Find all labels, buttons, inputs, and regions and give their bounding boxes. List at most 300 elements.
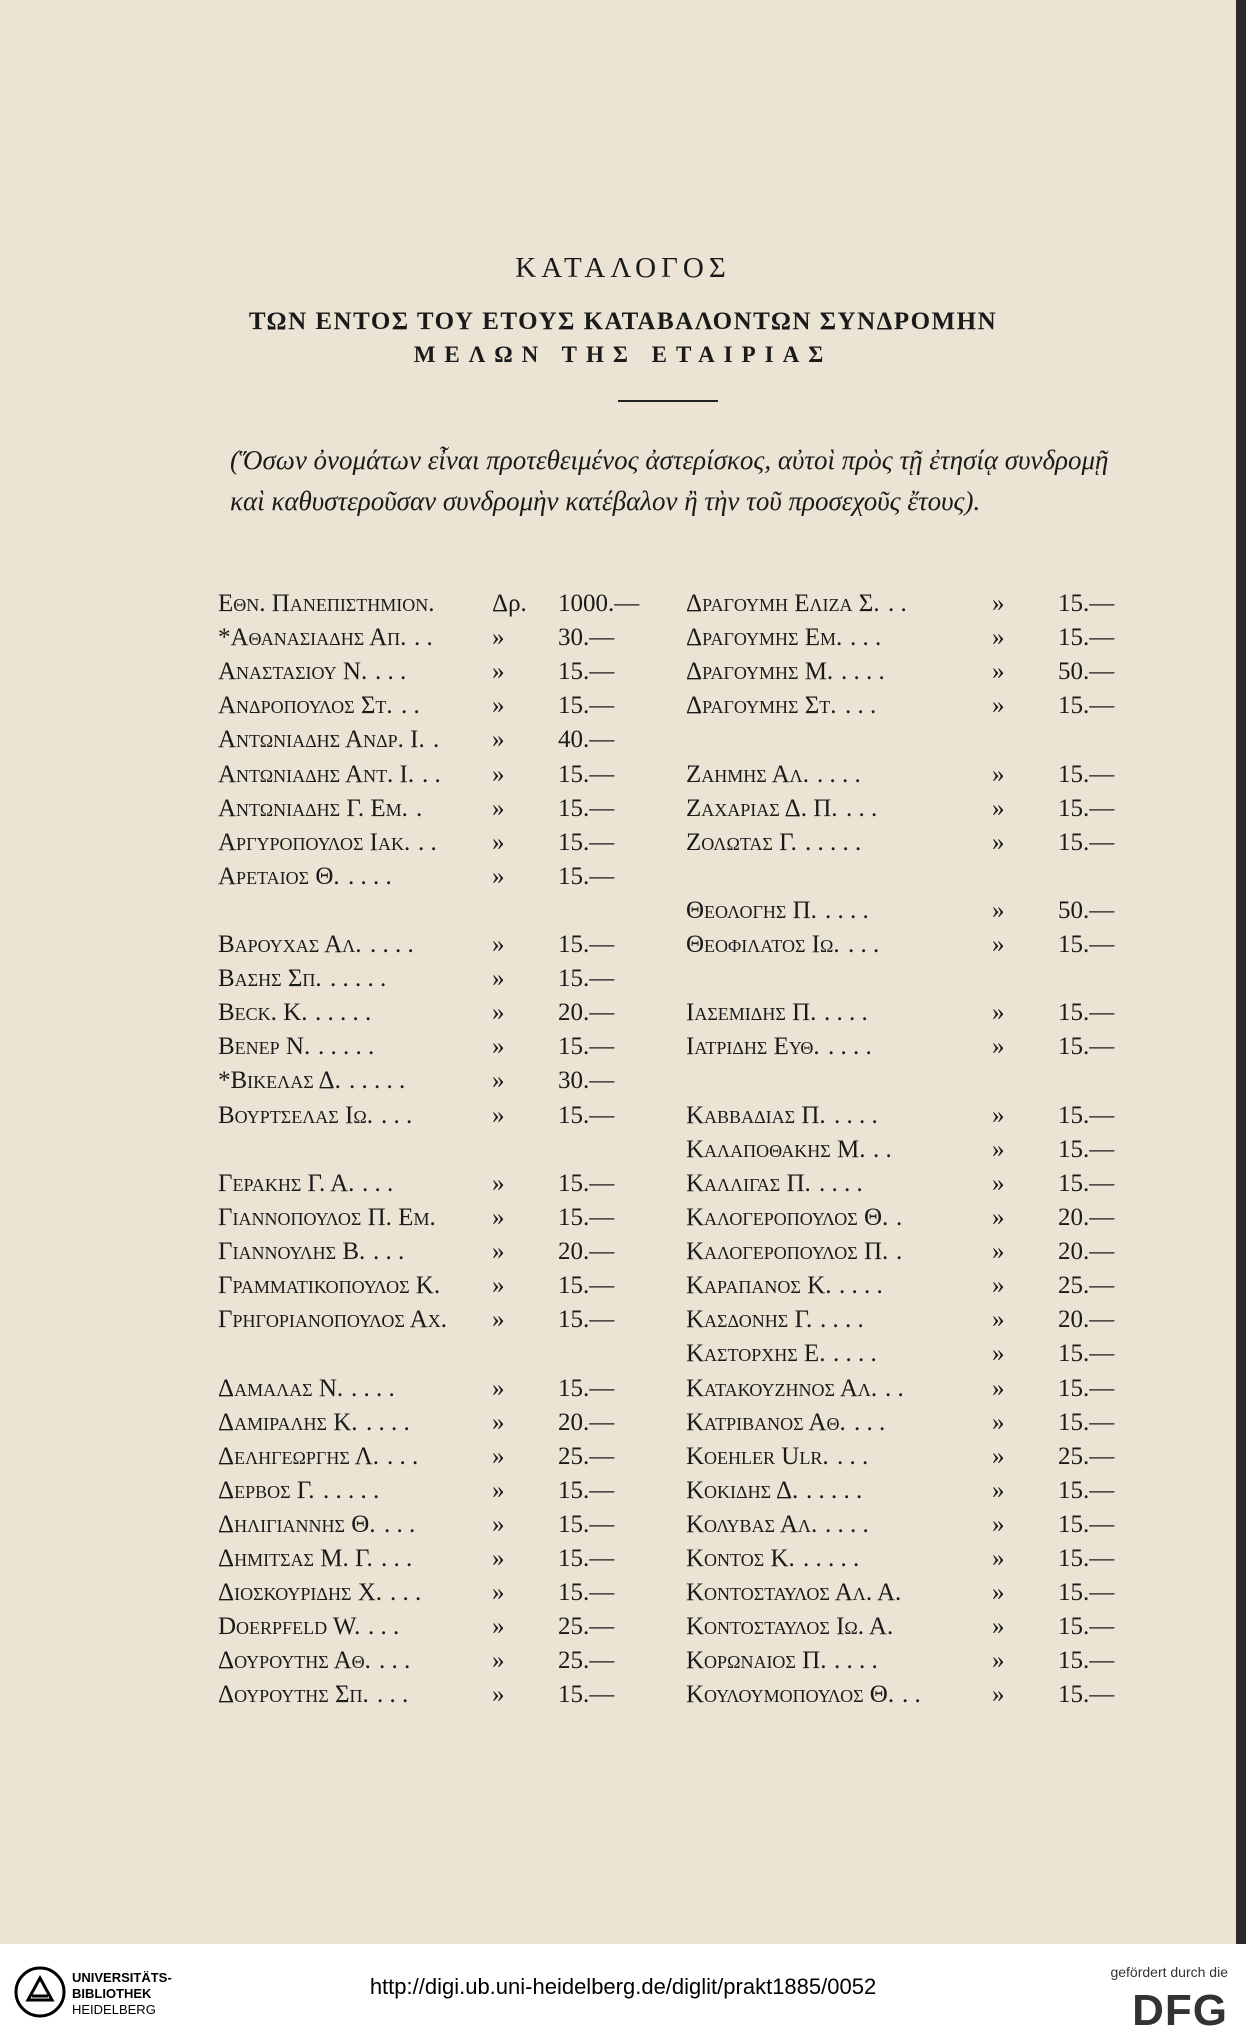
amount: 25.— — [558, 1647, 615, 1674]
right-entry — [686, 1613, 1146, 1649]
leader-dots: . . . — [377, 1681, 409, 1708]
member-name: Δηλιγιαννης Θ. — [218, 1511, 376, 1538]
currency-mark: » — [992, 761, 1005, 788]
leader-dots: . . . — [381, 1545, 413, 1572]
member-name: *Αθανασιαδης Απ. — [218, 624, 407, 651]
member-name: Δραγουμη Ελιζα Σ. — [686, 590, 880, 617]
currency-mark: » — [492, 1511, 505, 1538]
member-name: Αντωνιαδης Γ. Εμ. — [218, 795, 408, 822]
amount: 20.— — [558, 999, 615, 1026]
left-entry — [218, 1033, 648, 1069]
leader-dots: . . . . — [819, 1170, 863, 1197]
currency-mark: » — [992, 1545, 1005, 1572]
member-name: Καλαποθακης Μ. — [686, 1136, 866, 1163]
left-entry — [218, 1102, 648, 1138]
member-name: Κοντοσταυλος Αλ. Α. — [686, 1579, 902, 1606]
amount: 15.— — [558, 692, 615, 719]
currency-mark: » — [492, 863, 505, 890]
leader-dots: . . . — [837, 1443, 869, 1470]
amount: 15.— — [1058, 761, 1115, 788]
left-entry — [218, 1681, 648, 1717]
leader-dots: . . . . . — [318, 1033, 375, 1060]
currency-mark: » — [492, 1477, 505, 1504]
leader-dots: . . — [422, 761, 441, 788]
currency-mark: » — [992, 897, 1005, 924]
amount: 15.— — [1058, 1102, 1115, 1129]
leader-dots: . — [896, 1238, 903, 1265]
member-name: Καστορχης Ε. — [686, 1340, 826, 1367]
left-entry — [218, 1204, 648, 1240]
left-entry — [218, 590, 648, 626]
left-entry — [218, 931, 648, 967]
amount: 15.— — [558, 1170, 615, 1197]
right-entry — [686, 1681, 1146, 1717]
leader-dots: . . . . . — [805, 829, 862, 856]
currency-mark: » — [992, 931, 1005, 958]
member-name: *Βικελας Δ. — [218, 1067, 341, 1094]
amount: 15.— — [1058, 1477, 1115, 1504]
right-entry — [686, 1409, 1146, 1445]
right-entry — [686, 624, 1146, 660]
left-entry — [218, 1579, 648, 1615]
member-name: Ιατριδης Ευθ. — [686, 1033, 820, 1060]
right-entry — [686, 1647, 1146, 1683]
currency-mark: » — [492, 624, 505, 651]
member-name: Καλλιγας Π. — [686, 1170, 811, 1197]
right-entry — [686, 1102, 1146, 1138]
right-entry — [686, 1306, 1146, 1342]
left-entry — [218, 829, 648, 865]
leader-dots: . . . — [373, 1238, 405, 1265]
source-url-link[interactable]: http://digi.ub.uni-heidelberg.de/diglit/prakt1885/0052 — [369, 1974, 877, 1999]
currency-mark: » — [492, 1443, 505, 1470]
amount: 50.— — [1058, 897, 1115, 924]
right-entry — [686, 1443, 1146, 1479]
member-name: Koehler Ulr. — [686, 1443, 829, 1470]
amount: 15.— — [1058, 1511, 1115, 1538]
currency-mark: » — [492, 1204, 505, 1231]
member-name: Κατριβανος Αθ. — [686, 1409, 846, 1436]
left-entry — [218, 999, 648, 1035]
left-entry — [218, 1511, 648, 1547]
amount: 15.— — [558, 1033, 615, 1060]
currency-mark: » — [492, 1306, 505, 1333]
leader-dots: . . . — [845, 692, 877, 719]
leader-dots: . . . . — [841, 658, 885, 685]
asterisk-note: (Ὅσων ὀνομάτων εἶναι προτεθειμένος ἀστερίσκος, αὐτοὶ πρὸς τῇ ἐτησίᾳ συνδρομῇ καὶ καθυστεροῦσαν συνδρομὴν κατέβαλον ἢ τὴν τοῦ προσεχοῦς ἔτους). — [230, 445, 1109, 516]
currency-mark: » — [992, 1477, 1005, 1504]
leader-dots: . . . . — [370, 931, 414, 958]
amount: 15.— — [558, 1272, 615, 1299]
amount: 15.— — [558, 795, 615, 822]
leader-dots: . . — [902, 1681, 921, 1708]
leader-dots: . . . . — [825, 1511, 869, 1538]
currency-mark: » — [492, 726, 505, 753]
amount: 20.— — [558, 1238, 615, 1265]
member-name: Ζαχαριας Δ. Π. — [686, 795, 838, 822]
leader-dots: . . . . . — [349, 1067, 406, 1094]
amount: 15.— — [558, 1681, 615, 1708]
amount: 15.— — [558, 761, 615, 788]
library-name: UNIVERSITÄTS- BIBLIOTHEK HEIDELBERG — [72, 1970, 172, 2017]
right-entry — [686, 1136, 1146, 1172]
currency-mark: » — [992, 658, 1005, 685]
currency-mark: » — [992, 1272, 1005, 1299]
leader-dots: . — [433, 726, 440, 753]
currency-mark: » — [992, 1340, 1005, 1367]
member-name: Αναστασιου Ν. — [218, 658, 368, 685]
page-edge — [1236, 0, 1246, 1944]
currency-mark: » — [992, 1681, 1005, 1708]
member-name: Δουρουτης Αθ. — [218, 1647, 371, 1674]
currency-mark: » — [492, 692, 505, 719]
catalog-subtitle: ΤΩΝ ΕΝΤΟΣ ΤΟΥ ΕΤΟΥΣ ΚΑΤΑΒΑΛΟΝΤΩΝ ΣΥΝΔΡΟΜΗΝ — [248, 308, 998, 335]
leader-dots: . . . — [848, 931, 880, 958]
leader-dots: . . . — [854, 1409, 886, 1436]
currency-mark: » — [992, 1238, 1005, 1265]
amount: 15.— — [1058, 1136, 1115, 1163]
amount: 15.— — [1058, 590, 1115, 617]
member-name: Κατακουζηνος Αλ. — [686, 1375, 878, 1402]
leader-dots: . . . . — [824, 999, 868, 1026]
currency-mark: » — [492, 795, 505, 822]
right-entry — [686, 897, 1146, 933]
member-name: Γερακης Γ. Α. — [218, 1170, 355, 1197]
amount: 15.— — [558, 1102, 615, 1129]
left-entry — [218, 761, 648, 797]
member-name: Δουρουτης Σπ. — [218, 1681, 369, 1708]
currency-mark: » — [992, 999, 1005, 1026]
right-entry — [686, 1545, 1146, 1581]
left-entry — [218, 1409, 648, 1445]
member-name: Βουρτσελας Ιω. — [218, 1102, 373, 1129]
left-entry — [218, 863, 648, 899]
left-entry — [218, 1545, 648, 1581]
footer-bar — [0, 1944, 1246, 2043]
right-entry — [686, 1579, 1146, 1615]
leader-dots: . . . — [368, 1613, 400, 1640]
currency-mark: » — [992, 624, 1005, 651]
left-entry — [218, 1443, 648, 1479]
left-entry — [218, 1306, 648, 1342]
member-name: Εθν. Πανεπιστημιον. — [218, 590, 435, 617]
currency-mark: » — [992, 692, 1005, 719]
amount: 25.— — [558, 1443, 615, 1470]
currency-mark: » — [492, 1681, 505, 1708]
leader-dots: . . . . — [825, 897, 869, 924]
currency-mark: » — [992, 1375, 1005, 1402]
leader-dots: . . — [414, 624, 433, 651]
leader-dots: . . . — [850, 624, 882, 651]
leader-dots: . . . . — [839, 1272, 883, 1299]
member-name: Δημιτσας Μ. Γ. — [218, 1545, 373, 1572]
amount: 15.— — [1058, 624, 1115, 651]
currency-mark: » — [992, 590, 1005, 617]
amount: 20.— — [1058, 1306, 1115, 1333]
leader-dots: . . . — [375, 658, 407, 685]
member-name: Αντωνιαδης Ανδρ. Ι. — [218, 726, 425, 753]
currency-mark: » — [992, 1204, 1005, 1231]
member-name: Benep N. — [218, 1033, 311, 1060]
member-name: Καλογεροπουλος Θ. — [686, 1204, 889, 1231]
currency-mark: » — [992, 1102, 1005, 1129]
leader-dots: . . . . — [820, 1306, 864, 1333]
amount: 15.— — [1058, 795, 1115, 822]
leader-dots: . . — [418, 829, 437, 856]
right-entry — [686, 795, 1146, 831]
amount: 30.— — [558, 1067, 615, 1094]
amount: 15.— — [1058, 1613, 1115, 1640]
leader-dots: . — [416, 795, 423, 822]
leader-dots: . . — [401, 692, 420, 719]
right-entry — [686, 1272, 1146, 1308]
left-entry — [218, 1238, 648, 1274]
currency-mark: » — [492, 999, 505, 1026]
currency-mark: » — [492, 1579, 505, 1606]
member-name: Δεληγεωργης Λ. — [218, 1443, 380, 1470]
currency-mark: » — [492, 1170, 505, 1197]
left-entry — [218, 1272, 648, 1308]
amount: 15.— — [558, 1375, 615, 1402]
currency-mark: » — [492, 1409, 505, 1436]
member-name: Ζαημης Αλ. — [686, 761, 809, 788]
currency-mark: » — [492, 1033, 505, 1060]
left-entry — [218, 726, 648, 762]
amount: 15.— — [1058, 1170, 1115, 1197]
member-name: Κολυβας Αλ. — [686, 1511, 818, 1538]
left-entry — [218, 1067, 648, 1103]
member-name: Δαμιραλης Κ. — [218, 1409, 358, 1436]
amount: 15.— — [558, 658, 615, 685]
member-name: Καλογεροπουλος Π. — [686, 1238, 889, 1265]
amount: 15.— — [558, 1579, 615, 1606]
right-entry — [686, 1477, 1146, 1513]
currency-mark: Δρ. — [492, 590, 527, 617]
currency-mark: » — [992, 1170, 1005, 1197]
amount: 1000.— — [558, 590, 640, 617]
currency-mark: » — [492, 1647, 505, 1674]
member-name: Δραγουμης Εμ. — [686, 624, 843, 651]
member-name: Θεοφιλατος Ιω. — [686, 931, 840, 958]
member-name: Γιαννουλης Β. — [218, 1238, 366, 1265]
right-entry — [686, 1375, 1146, 1411]
right-entry — [686, 999, 1146, 1035]
left-entry — [218, 1170, 648, 1206]
leader-dots: . . . . . — [330, 965, 387, 992]
leader-dots: . . . — [390, 1579, 422, 1606]
amount: 15.— — [1058, 1545, 1115, 1572]
member-name: Δραγουμης Μ. — [686, 658, 834, 685]
amount: 15.— — [558, 829, 615, 856]
member-name: Βασης Σπ. — [218, 965, 322, 992]
member-name: Κοντος Κ. — [686, 1545, 795, 1572]
currency-mark: » — [492, 1067, 505, 1094]
member-name: Beck. K. — [218, 999, 308, 1026]
currency-mark: » — [992, 1443, 1005, 1470]
leader-dots: . . . — [387, 1443, 419, 1470]
currency-mark: » — [992, 829, 1005, 856]
right-entry — [686, 590, 1146, 626]
amount: 15.— — [1058, 999, 1115, 1026]
member-name: Δαμαλας Ν. — [218, 1375, 344, 1402]
amount: 25.— — [1058, 1272, 1115, 1299]
amount: 25.— — [1058, 1443, 1115, 1470]
member-name: Καββαδιας Π. — [686, 1102, 826, 1129]
currency-mark: » — [492, 1102, 505, 1129]
currency-mark: » — [492, 1375, 505, 1402]
left-entry — [218, 692, 648, 728]
amount: 20.— — [558, 1409, 615, 1436]
right-entry — [686, 692, 1146, 728]
catalog-subtitle-members: ΜΕΛΩΝ ΤΗΣ ΕΤΑΙΡΙΑΣ — [413, 342, 833, 367]
currency-mark: » — [492, 965, 505, 992]
amount: 15.— — [558, 1511, 615, 1538]
currency-mark: » — [492, 1272, 505, 1299]
leader-dots: . . . . — [366, 1409, 410, 1436]
currency-mark: » — [992, 1511, 1005, 1538]
amount: 15.— — [558, 965, 615, 992]
currency-mark: » — [492, 1545, 505, 1572]
currency-mark: » — [992, 1306, 1005, 1333]
leader-dots: . . . . — [833, 1340, 877, 1367]
amount: 30.— — [558, 624, 615, 651]
amount: 20.— — [1058, 1238, 1115, 1265]
leader-dots: . . . . — [828, 1033, 872, 1060]
leader-dots: . . — [873, 1136, 892, 1163]
left-entry — [218, 1477, 648, 1513]
amount: 15.— — [1058, 1375, 1115, 1402]
leader-dots: . . . — [384, 1511, 416, 1538]
amount: 20.— — [1058, 1204, 1115, 1231]
currency-mark: » — [992, 795, 1005, 822]
currency-mark: » — [992, 1613, 1005, 1640]
member-name: Γρηγοριανοπουλος Αχ. — [218, 1306, 447, 1333]
amount: 15.— — [1058, 1033, 1115, 1060]
right-entry — [686, 1511, 1146, 1547]
member-name: Ανδροπουλος Στ. — [218, 692, 393, 719]
amount: 15.— — [558, 1204, 615, 1231]
member-name: Αρεταιος Θ. — [218, 863, 340, 890]
member-name: Κουλουμοπουλος Θ. — [686, 1681, 895, 1708]
currency-mark: » — [492, 931, 505, 958]
amount: 15.— — [558, 1477, 615, 1504]
amount: 50.— — [1058, 658, 1115, 685]
leader-dots: . — [896, 1204, 903, 1231]
leader-dots: . . . — [846, 795, 878, 822]
leader-dots: . . . — [379, 1647, 411, 1674]
member-name: Κορωναιος Π. — [686, 1647, 827, 1674]
title-rule — [618, 400, 718, 402]
member-name: Γραμματικοπουλος Κ. — [218, 1272, 441, 1299]
amount: 15.— — [558, 1306, 615, 1333]
amount: 40.— — [558, 726, 615, 753]
member-name: Δερβος Γ. — [218, 1477, 315, 1504]
member-name: Καραπανος Κ. — [686, 1272, 832, 1299]
amount: 15.— — [558, 931, 615, 958]
right-entry — [686, 1170, 1146, 1206]
member-name: Θεολογης Π. — [686, 897, 817, 924]
leader-dots: . . . — [381, 1102, 413, 1129]
left-entry — [218, 658, 648, 694]
member-name: Αργυροπουλος Ιακ. — [218, 829, 411, 856]
member-name: Διοσκουριδης Χ. — [218, 1579, 383, 1606]
member-name: Βαρουχας Αλ. — [218, 931, 362, 958]
member-name: Doerpfeld W. — [218, 1613, 361, 1640]
right-entry — [686, 1204, 1146, 1240]
amount: 15.— — [1058, 1579, 1115, 1606]
leader-dots: . . . . . — [803, 1545, 860, 1572]
dfg-logo: DFG — [1132, 1986, 1228, 2035]
amount: 15.— — [1058, 1409, 1115, 1436]
amount: 15.— — [1058, 1340, 1115, 1367]
leader-dots: . . . . . — [323, 1477, 380, 1504]
currency-mark: » — [492, 829, 505, 856]
leader-dots: . . . . . — [315, 999, 372, 1026]
member-name: Ιασεμιδης Π. — [686, 999, 817, 1026]
amount: 15.— — [1058, 692, 1115, 719]
amount: 15.— — [1058, 829, 1115, 856]
left-entry — [218, 965, 648, 1001]
currency-mark: » — [992, 1136, 1005, 1163]
funding-label: gefördert durch die — [1110, 1964, 1228, 1980]
member-name: Ζολωτας Γ. — [686, 829, 797, 856]
member-name: Γιαννοπουλος Π. Εμ. — [218, 1204, 436, 1231]
left-entry — [218, 1647, 648, 1683]
leader-dots: . . . . — [351, 1375, 395, 1402]
leader-dots: . . — [888, 590, 907, 617]
leader-dots: . . . . . — [806, 1477, 863, 1504]
left-entry — [218, 624, 648, 660]
currency-mark: » — [992, 1409, 1005, 1436]
currency-mark: » — [492, 658, 505, 685]
currency-mark: » — [992, 1647, 1005, 1674]
left-entry — [218, 1613, 648, 1649]
leader-dots: . . . . — [834, 1647, 878, 1674]
left-entry — [218, 1375, 648, 1411]
member-name: Κοκιδης Δ. — [686, 1477, 799, 1504]
right-entry — [686, 761, 1146, 797]
leader-dots: . . . — [362, 1170, 394, 1197]
amount: 15.— — [558, 863, 615, 890]
amount: 15.— — [1058, 931, 1115, 958]
right-entry — [686, 658, 1146, 694]
currency-mark: » — [492, 1238, 505, 1265]
currency-mark: » — [992, 1579, 1005, 1606]
member-name: Αντωνιαδης Αντ. Ι. — [218, 761, 415, 788]
amount: 15.— — [558, 1545, 615, 1572]
member-name: Κασδονης Γ. — [686, 1306, 813, 1333]
currency-mark: » — [492, 1613, 505, 1640]
left-entry — [218, 795, 648, 831]
member-name: Κοντοσταυλος Ιω. Α. — [686, 1613, 894, 1640]
right-entry — [686, 1340, 1146, 1376]
amount: 25.— — [558, 1613, 615, 1640]
right-entry — [686, 1238, 1146, 1274]
catalog-title: ΚΑΤΑΛΟΓΟΣ — [515, 252, 731, 284]
right-entry — [686, 1033, 1146, 1069]
currency-mark: » — [492, 761, 505, 788]
leader-dots: . . . . — [817, 761, 861, 788]
currency-mark: » — [992, 1033, 1005, 1060]
amount: 15.— — [1058, 1681, 1115, 1708]
leader-dots: . . — [885, 1375, 904, 1402]
member-name: Δραγουμης Στ. — [686, 692, 837, 719]
amount: 15.— — [1058, 1647, 1115, 1674]
right-entry — [686, 931, 1146, 967]
right-entry — [686, 829, 1146, 865]
leader-dots: . . . . — [834, 1102, 878, 1129]
leader-dots: . . . . — [348, 863, 392, 890]
